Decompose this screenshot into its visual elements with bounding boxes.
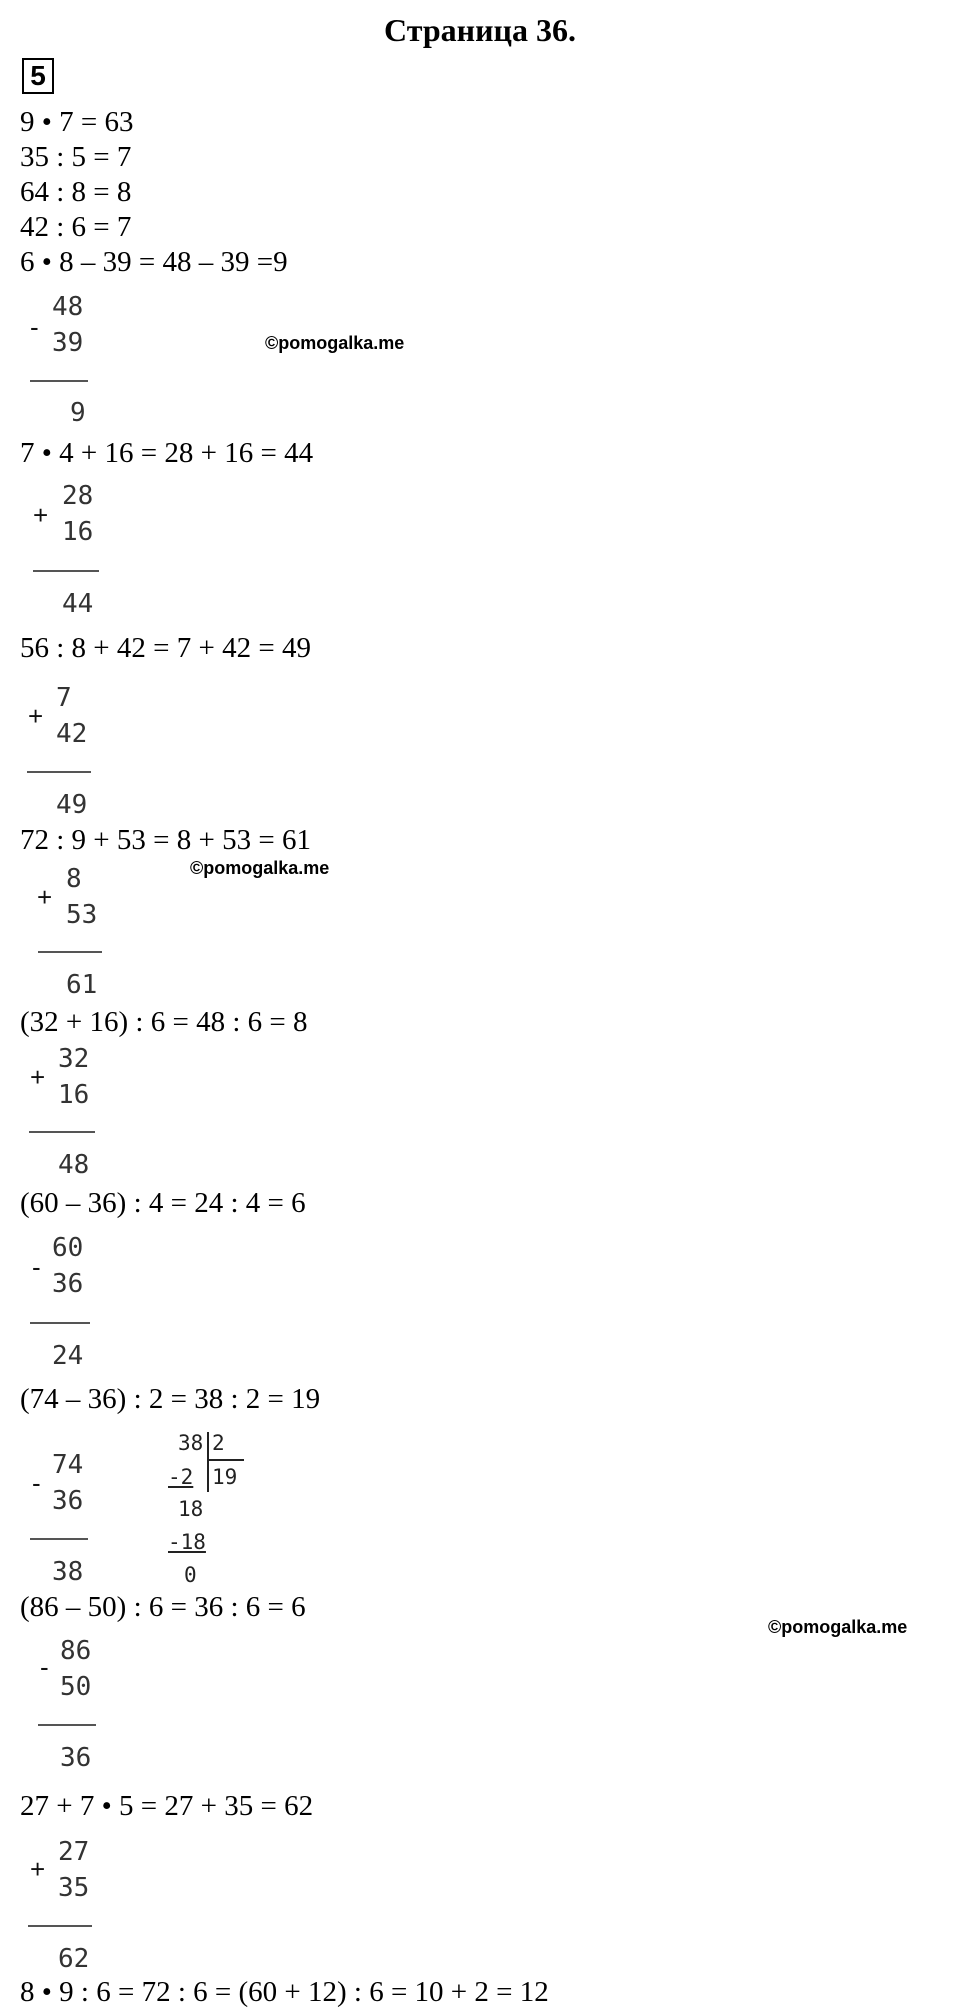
column-rule [33,570,99,572]
column-bottom: 35 [58,1873,90,1903]
column-rule [38,1724,96,1726]
column-rule [28,1925,92,1927]
expression: 56 : 8 + 42 = 7 + 42 = 49 [20,632,311,664]
division-remainder: 18 [178,1497,204,1521]
column-top: 86 [60,1636,92,1666]
column-bottom: 50 [60,1672,92,1702]
division-step: -2 [168,1465,194,1489]
expression: (60 – 36) : 4 = 24 : 4 = 6 [20,1187,306,1219]
expression: 6 • 8 – 39 = 48 – 39 =9 [20,246,288,278]
expression: (86 – 50) : 6 = 36 : 6 = 6 [20,1591,306,1623]
column-top: 8 [66,864,82,894]
column-rule [38,951,102,953]
expression: 72 : 9 + 53 = 8 + 53 = 61 [20,824,311,856]
column-bottom: 36 [52,1269,84,1299]
column-bottom: 53 [66,900,98,930]
column-result: 48 [58,1150,90,1180]
division-dividend: 38 [178,1431,204,1455]
column-bottom: 16 [62,517,94,547]
column-rule [29,1131,95,1133]
minus-sign: - [30,312,39,342]
plus-sign: + [33,500,49,530]
plus-sign: + [28,701,44,731]
division-remainder: 0 [184,1563,197,1587]
column-result: 61 [66,970,98,1000]
expression: (74 – 36) : 2 = 38 : 2 = 19 [20,1383,321,1415]
plus-sign: + [37,882,53,912]
column-result: 38 [52,1557,84,1587]
plus-sign: + [30,1854,46,1884]
expression: (32 + 16) : 6 = 48 : 6 = 8 [20,1006,308,1038]
column-rule [27,771,91,773]
expression: 27 + 7 • 5 = 27 + 35 = 62 [20,1790,314,1822]
column-rule [30,380,88,382]
minus-sign: - [32,1252,41,1282]
column-result: 62 [58,1944,90,1974]
column-result: 49 [56,790,88,820]
column-result: 24 [52,1341,84,1371]
column-result: 44 [62,589,94,619]
column-top: 27 [58,1837,90,1867]
column-bottom: 16 [58,1080,90,1110]
column-top: 74 [52,1450,84,1480]
minus-sign: - [32,1468,41,1498]
division-bar [208,1459,244,1461]
watermark: ©pomogalka.me [265,333,405,353]
plus-sign: + [30,1062,46,1092]
expression: 9 • 7 = 63 [20,106,134,138]
column-top: 32 [58,1044,90,1074]
division-step: -18 [168,1530,206,1554]
task-number: 5 [22,58,54,94]
minus-sign: - [40,1652,49,1682]
division-vertical-bar [207,1432,209,1492]
watermark: ©pomogalka.me [190,858,330,878]
column-top: 28 [62,481,94,511]
expression: 35 : 5 = 7 [20,141,132,173]
column-result: 36 [60,1743,92,1773]
division-divisor: 2 [212,1431,225,1455]
column-rule [30,1538,88,1540]
expression: 7 • 4 + 16 = 28 + 16 = 44 [20,437,314,469]
column-top: 7 [56,683,72,713]
page-title: Страница 36. [384,12,576,48]
column-top: 60 [52,1233,84,1263]
watermark: ©pomogalka.me [768,1617,908,1637]
expression-final: 8 • 9 : 6 = 72 : 6 = (60 + 12) : 6 = 10 + 2 = 12 [20,1976,549,2008]
expression: 42 : 6 = 7 [20,211,132,243]
column-bottom: 42 [56,719,88,749]
column-rule [30,1322,90,1324]
expression: 64 : 8 = 8 [20,176,132,208]
column-bottom: 36 [52,1486,84,1516]
column-top: 48 [52,292,84,322]
division-quotient: 19 [212,1465,238,1489]
column-bottom: 39 [52,328,84,358]
column-result: 9 [70,398,86,428]
